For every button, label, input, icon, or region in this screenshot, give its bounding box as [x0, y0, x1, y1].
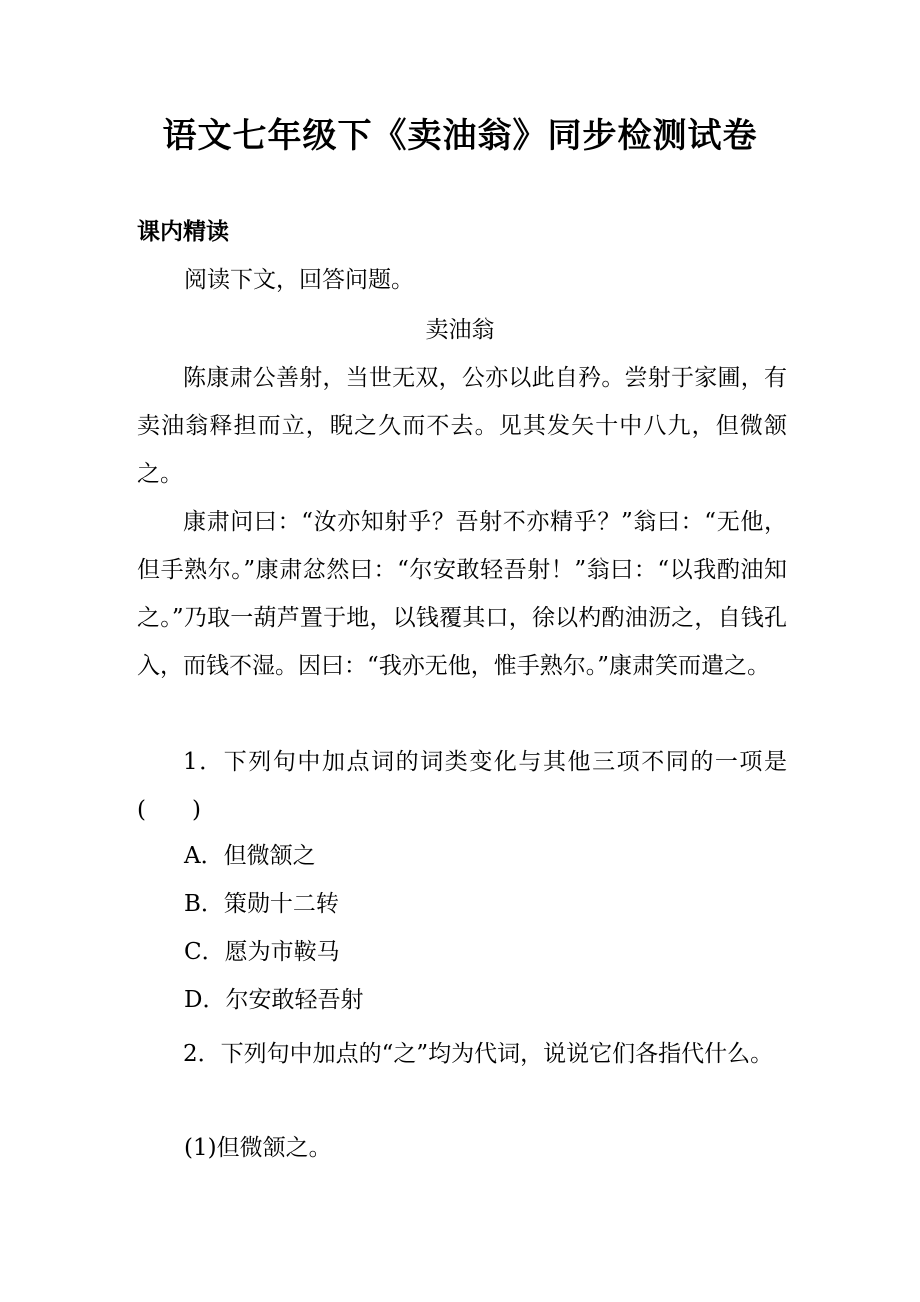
reading-instruction: 阅读下文，回答问题。 [184, 267, 414, 293]
question-1-option-a: A．但微颔之 [184, 843, 316, 869]
question-1-option-d: D．尔安敢轻吾射 [184, 987, 364, 1013]
section-heading: 课内精读 [137, 219, 229, 245]
question-1-option-b: B．策勋十二转 [184, 891, 339, 917]
question-2-subitem-1: (1)但微颔之。 [184, 1135, 332, 1161]
passage-title: 卖油翁 [425, 317, 495, 343]
question-2-stem: 2．下列句中加点的“之”均为代词，说说它们各指代什么。 [183, 1041, 774, 1067]
document-title: 语文七年级下《卖油翁》同步检测试卷 [162, 116, 758, 156]
passage-paragraph-1: 陈康肃公善射，当世无双，公亦以此自矜。尝射于家圃，有卖油翁释担而立，睨之久而不去。见其发矢十中八九，但微颔之。 [137, 365, 787, 487]
question-1-option-c: C．愿为市鞍马 [184, 939, 340, 965]
question-1-stem: 1．下列句中加点词的词类变化与其他三项不同的一项是( ) [137, 749, 787, 823]
passage-paragraph-2: 康肃问曰：“汝亦知射乎？吾射不亦精乎？”翁曰：“无他，但手熟尔。”康肃忿然曰：“尔安敢轻吾射！”翁曰：“以我酌油知之。”乃取一葫芦置于地，以钱覆其口，徐以杓酌油沥之，自钱孔入，而钱不湿。因曰：“我亦无他，惟手熟尔。”康肃笑而遣之。 [137, 509, 787, 679]
